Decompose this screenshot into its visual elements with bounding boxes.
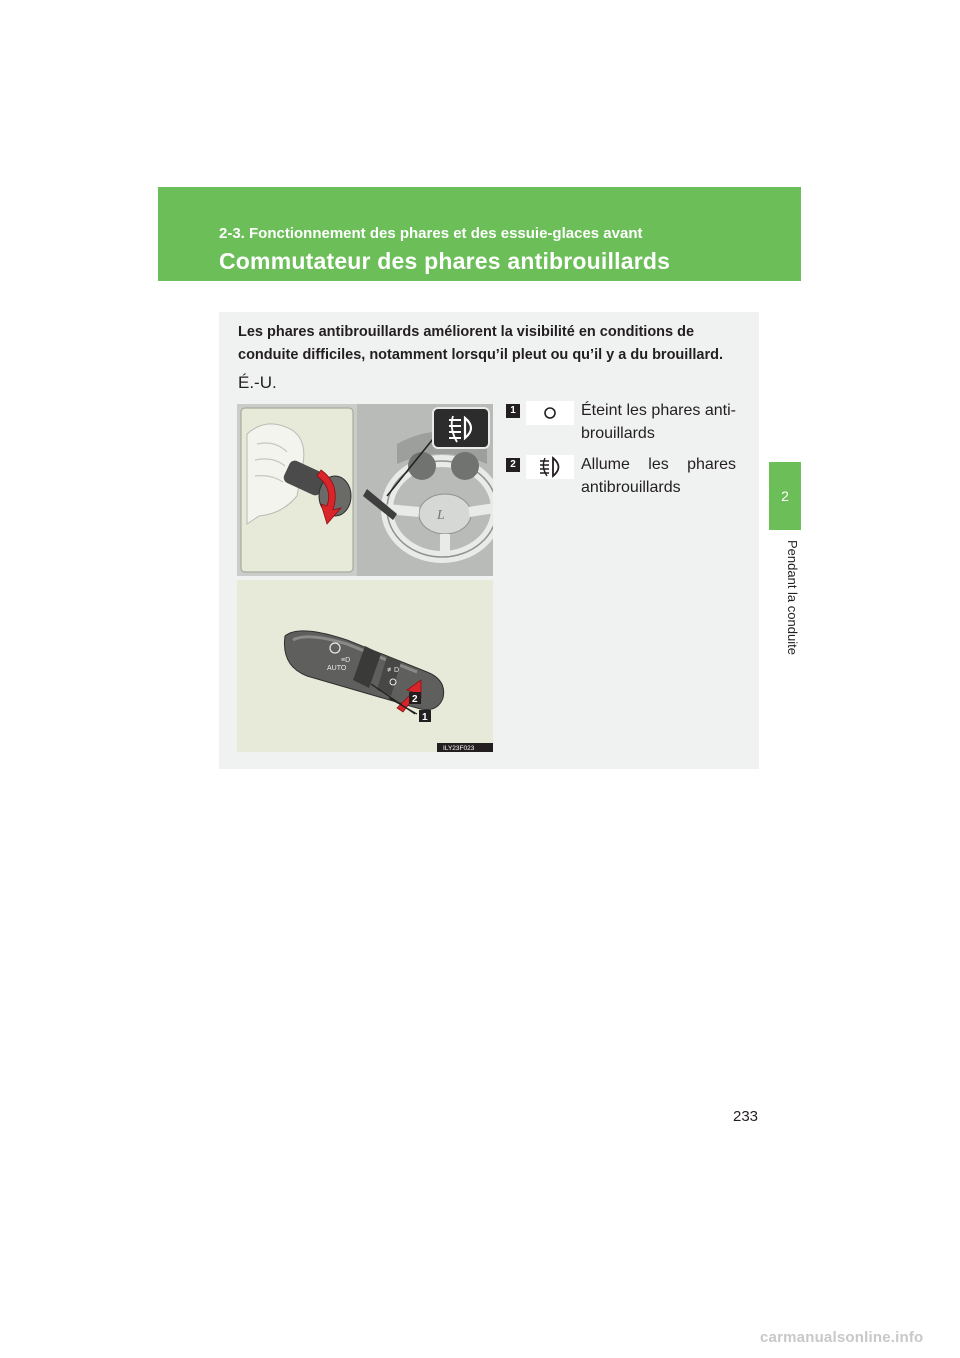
dashboard-drawing <box>237 404 493 576</box>
figure-code: ILY23F023 <box>443 745 475 752</box>
legend-line: Allume les phares <box>581 456 736 473</box>
svg-text:≡D: ≡D <box>341 657 351 664</box>
section-header <box>158 187 801 281</box>
watermark: carmanualsonline.info <box>760 1329 924 1346</box>
chapter-number: 2 <box>781 488 789 504</box>
page-number: 233 <box>733 1108 759 1125</box>
legend-number: 1 <box>506 404 520 418</box>
legend-line: antibrouillards <box>581 479 681 496</box>
legend-description <box>581 453 736 499</box>
intro-text: Les phares antibrouillards améliorent la visibilité en conditions de conduite difficiles, notamment lorsqu’il pleut ou qu’il y a du brouillard. <box>238 324 723 363</box>
fig-stalk-illustration <box>237 580 493 752</box>
fig-dashboard-illustration <box>237 404 493 576</box>
fog-light-switch-figure <box>237 404 493 752</box>
page-title: Commutateur des phares antibrouillards <box>219 248 671 274</box>
legend-line: brouillards <box>581 425 655 442</box>
section-title: 2-3. Fonctionnement des phares et des essuie-glaces avant <box>219 225 643 242</box>
legend-number: 2 <box>506 458 520 472</box>
callout-1: 1 <box>422 712 428 723</box>
fog-light-off-icon <box>526 401 574 425</box>
stalk-drawing <box>237 580 493 752</box>
fog-light-on-icon <box>526 455 574 479</box>
region-label: É.-U. <box>238 373 277 392</box>
legend-line: Éteint les phares anti- <box>581 402 736 419</box>
callout-2: 2 <box>412 694 418 705</box>
chapter-tab <box>769 462 801 530</box>
chapter-label: Pendant la conduite <box>785 540 800 655</box>
svg-text:L: L <box>437 508 445 523</box>
content-panel <box>219 312 759 769</box>
svg-text:≢D: ≢D <box>387 667 400 674</box>
svg-text:AUTO: AUTO <box>327 665 347 672</box>
legend-description <box>581 399 736 445</box>
